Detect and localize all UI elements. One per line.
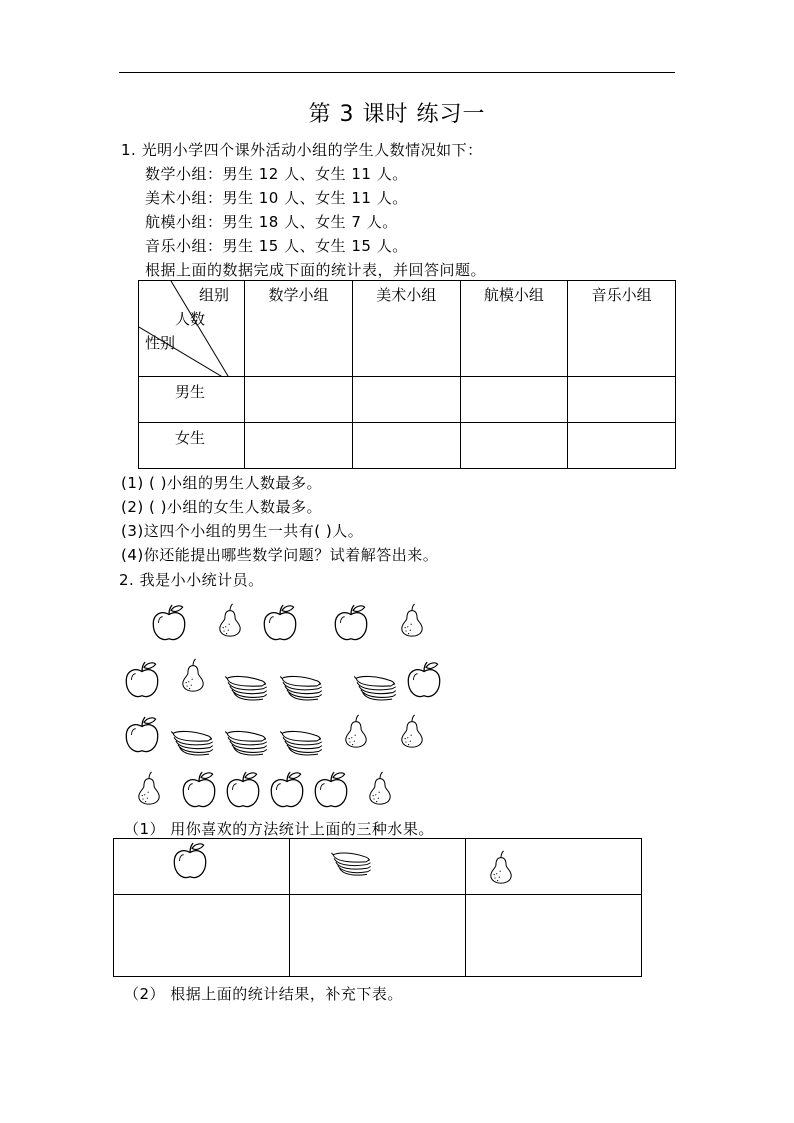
- pear-icon: [213, 600, 247, 640]
- corner-label-count: 人数: [175, 310, 206, 328]
- pear-icon: [176, 655, 210, 695]
- pear-icon: [363, 768, 397, 808]
- table-answer-cell[interactable]: [245, 377, 353, 423]
- q2-sub2: （2） 根据上面的统计结果，补充下表。: [124, 985, 403, 1003]
- corner-diagonal-lines: [139, 281, 245, 377]
- stats-table: [138, 280, 676, 469]
- page-title: 第 3 课时 练习一: [308, 102, 486, 127]
- table-answer-cell[interactable]: [245, 423, 353, 469]
- banana-icon: [224, 723, 268, 757]
- apple-icon: [222, 770, 264, 812]
- question-4: (4)你还能提出哪些数学问题？试着解答出来。: [121, 546, 439, 564]
- q1-line: 音乐小组：男生 15 人、女生 15 人。: [145, 237, 408, 255]
- table-answer-cell[interactable]: [352, 423, 460, 469]
- table-answer-cell[interactable]: [352, 377, 460, 423]
- fruit-count-cell[interactable]: [466, 895, 642, 977]
- apple-icon: [148, 603, 190, 645]
- fruit-count-cell[interactable]: [114, 895, 290, 977]
- q1-line: 根据上面的数据完成下面的统计表，并回答问题。: [145, 261, 487, 279]
- pear-icon: [484, 847, 518, 887]
- banana-icon: [279, 668, 323, 702]
- pear-icon: [132, 768, 166, 808]
- table-header-banana: [290, 839, 466, 895]
- table-answer-cell[interactable]: [568, 423, 676, 469]
- table-answer-cell[interactable]: [460, 377, 568, 423]
- table-answer-cell[interactable]: [460, 423, 568, 469]
- pear-icon: [395, 711, 429, 751]
- table-answer-cell[interactable]: [568, 377, 676, 423]
- apple-icon: [169, 841, 211, 883]
- table-column-header: 航模小组: [460, 281, 568, 377]
- apple-icon: [121, 660, 163, 702]
- corner-label-group: 组别: [199, 286, 230, 304]
- q2-sub1: （1） 用你喜欢的方法统计上面的三种水果。: [124, 820, 434, 838]
- q1-line: 航模小组：男生 18 人、女生 7 人。: [145, 213, 398, 231]
- apple-icon: [266, 770, 308, 812]
- fruit-count-cell[interactable]: [290, 895, 466, 977]
- table-corner-cell: [139, 281, 245, 377]
- banana-icon: [353, 668, 397, 702]
- table-header-pear: [466, 839, 642, 895]
- apple-icon: [403, 660, 445, 702]
- table-column-header: 美术小组: [352, 281, 460, 377]
- table-row-header: 男生: [139, 377, 245, 423]
- apple-icon: [259, 603, 301, 645]
- question-1: (1) ( )小组的男生人数最多。: [121, 474, 322, 492]
- q2-title: 2. 我是小小统计员。: [119, 571, 264, 589]
- top-rule: [119, 72, 675, 73]
- table-header-apple: [114, 839, 290, 895]
- apple-icon: [178, 770, 220, 812]
- table-row-header: 女生: [139, 423, 245, 469]
- table-column-header: 音乐小组: [568, 281, 676, 377]
- banana-icon: [170, 723, 214, 757]
- apple-icon: [310, 770, 352, 812]
- apple-icon: [121, 715, 163, 757]
- q1-intro: 1. 光明小学四个课外活动小组的学生人数情况如下：: [121, 141, 483, 159]
- pear-icon: [339, 711, 373, 751]
- fruit-count-table: [113, 838, 642, 977]
- q1-line: 数学小组：男生 12 人、女生 11 人。: [145, 165, 408, 183]
- banana-icon: [330, 845, 372, 877]
- question-2: (2) ( )小组的女生人数最多。: [121, 498, 322, 516]
- table-column-header: 数学小组: [245, 281, 353, 377]
- q1-line: 美术小组：男生 10 人、女生 11 人。: [145, 189, 408, 207]
- pear-icon: [395, 600, 429, 640]
- corner-label-gender: 性别: [145, 334, 176, 352]
- question-3: (3)这四个小组的男生一共有( )人。: [121, 522, 364, 540]
- apple-icon: [330, 603, 372, 645]
- banana-icon: [279, 723, 323, 757]
- banana-icon: [224, 668, 268, 702]
